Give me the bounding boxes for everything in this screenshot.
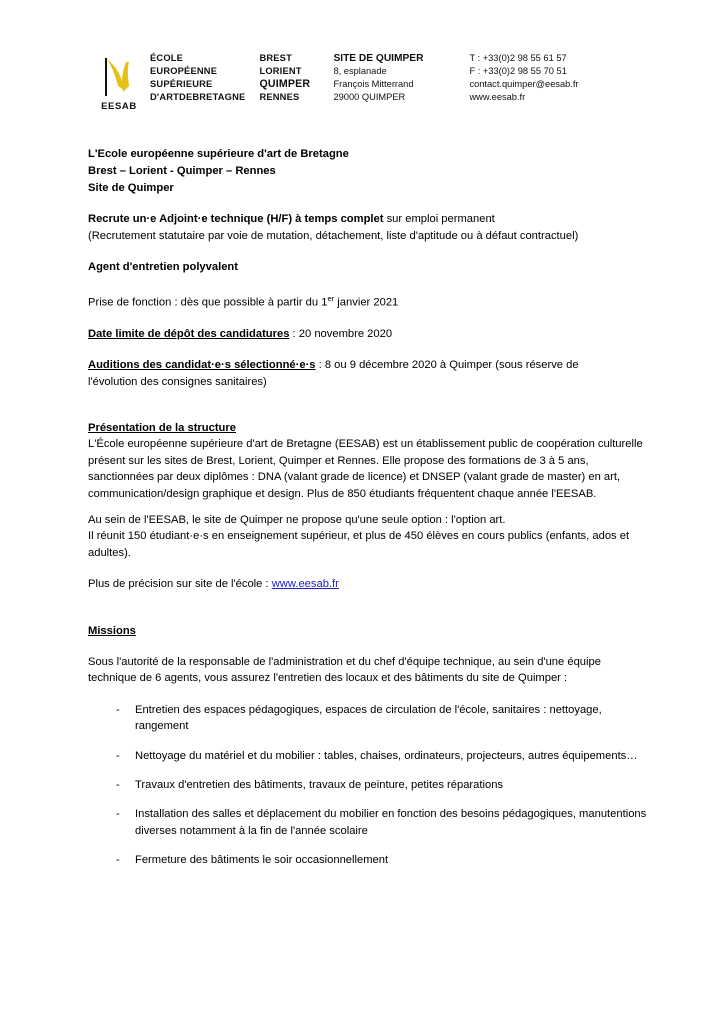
list-item: - Fermeture des bâtiments le soir occasionnellement bbox=[88, 852, 648, 868]
list-item: - Entretien des espaces pédagogiques, espaces de circulation de l'école, sanitaires : nettoyage, rangement bbox=[88, 702, 648, 735]
contact-block bbox=[463, 52, 664, 104]
school-line-1: ÉCOLE bbox=[150, 53, 184, 63]
logo-wordmark: EESAB bbox=[101, 101, 137, 112]
application-deadline-value: : 20 novembre 2020 bbox=[289, 327, 393, 340]
city-brest: BREST bbox=[259, 53, 292, 63]
site-address-line-3: 29000 QUIMPER bbox=[333, 92, 406, 103]
start-date bbox=[88, 291, 648, 311]
recruitment-statement-rest: sur emploi permanent bbox=[383, 213, 495, 226]
city-quimper: QUIMPER bbox=[259, 78, 311, 91]
job-title: Agent d'entretien polyvalent bbox=[88, 261, 238, 274]
structure-paragraph-2a: Au sein de l'EESAB, le site de Quimper ne propose qu'une seule option : l'option art. bbox=[88, 514, 506, 526]
application-deadline bbox=[88, 326, 648, 342]
auditions-value-continued: l'évolution des consignes sanitaires) bbox=[88, 375, 267, 388]
list-item: - Nettoyage du matériel et du mobilier : tables, chaises, ordinateurs, projecteurs, autres équipements… bbox=[88, 748, 648, 764]
auditions-line bbox=[88, 357, 648, 373]
cities-block bbox=[245, 52, 333, 104]
contact-website: www.eesab.fr bbox=[469, 92, 526, 103]
recruitment-statement bbox=[88, 211, 648, 227]
start-date-rest: janvier 2021 bbox=[334, 296, 399, 309]
application-deadline-label: Date limite de dépôt des candidatures bbox=[88, 327, 290, 340]
site-title: SITE DE QUIMPER bbox=[333, 53, 424, 64]
start-date-ordinal: er bbox=[327, 293, 335, 303]
doc-title-line-3: Site de Quimper bbox=[88, 181, 174, 194]
city-rennes: RENNES bbox=[259, 92, 300, 103]
structure-paragraph-1: L'École européenne supérieure d'art de Bretagne (EESAB) est un établissement public de coopération culturelle présent sur les sites de Brest, Lorient, Quimper et Rennes. Elle propose des formations de 3 à 5 ans, sanctionnées par deux diplômes : DNA (valant grade de licence) et DNSEP (valant grade de master) en art, communication/design graphique et design. Plus de 850 étudiants fréquentent chaque année l'EESAB. bbox=[88, 438, 643, 500]
auditions-value: : 8 ou 9 décembre 2020 à Quimper (sous réserve de bbox=[315, 359, 579, 372]
site-address-line-1: 8, esplanade bbox=[333, 66, 387, 77]
structure-heading: Présentation de la structure bbox=[88, 421, 236, 434]
eesab-website-link[interactable]: www.eesab.fr bbox=[271, 578, 339, 591]
school-name-block bbox=[150, 52, 245, 104]
missions-intro: Sous l'autorité de la responsable de l'administration et du chef d'équipe technique, au sein d'une équipe technique de 6 agents, vous assurez l'entretien des locaux et des bâtiments du site de Quimper : bbox=[88, 656, 601, 685]
website-prefix: Plus de précision sur site de l'école : bbox=[88, 578, 272, 591]
missions-list bbox=[88, 702, 648, 869]
eesab-logo bbox=[88, 52, 150, 112]
structure-paragraph-3 bbox=[88, 576, 648, 592]
school-line-4: D'ARTDEBRETAGNE bbox=[150, 92, 246, 103]
structure-paragraph-2b: Il réunit 150 étudiant·e·s en enseignement supérieur, et plus de 450 élèves en cours publics (enfants, ados et adultes). bbox=[88, 530, 630, 559]
document-body bbox=[60, 146, 664, 869]
doc-title-line-2: Brest – Lorient - Quimper – Rennes bbox=[88, 164, 276, 177]
recruitment-substatement: (Recrutement statutaire par voie de mutation, détachement, liste d'aptitude ou à défaut contractuel) bbox=[88, 229, 579, 242]
auditions-label: Auditions des candidat·e·s sélectionné·e·s bbox=[88, 359, 316, 372]
letterhead bbox=[60, 52, 664, 112]
recruitment-statement-bold: Recrute un·e Adjoint·e technique (H/F) à temps complet bbox=[88, 213, 384, 226]
list-item: - Installation des salles et déplacement du mobilier en fonction des besoins pédagogiques, manutentions diverses notamment à la fin de l'année scolaire bbox=[88, 806, 648, 839]
missions-heading: Missions bbox=[88, 624, 136, 637]
city-lorient: LORIENT bbox=[259, 66, 302, 77]
list-item: - Travaux d'entretien des bâtiments, travaux de peinture, petites réparations bbox=[88, 777, 648, 793]
school-line-3: SUPÉRIEURE bbox=[150, 79, 213, 90]
contact-email: contact.quimper@eesab.fr bbox=[469, 79, 579, 90]
school-line-2: EUROPÉENNE bbox=[150, 66, 218, 77]
doc-title-line-1: L'Ecole européenne supérieure d'art de Bretagne bbox=[88, 148, 349, 160]
contact-fax: F : +33(0)2 98 55 70 51 bbox=[469, 66, 567, 77]
site-address-block bbox=[333, 52, 463, 104]
start-date-label: Prise de fonction : dès que possible à partir du 1 bbox=[88, 296, 328, 309]
contact-phone: T : +33(0)2 98 55 61 57 bbox=[469, 53, 567, 63]
logo-mark-icon bbox=[96, 56, 142, 100]
site-address-line-2: François Mitterrand bbox=[333, 79, 414, 90]
